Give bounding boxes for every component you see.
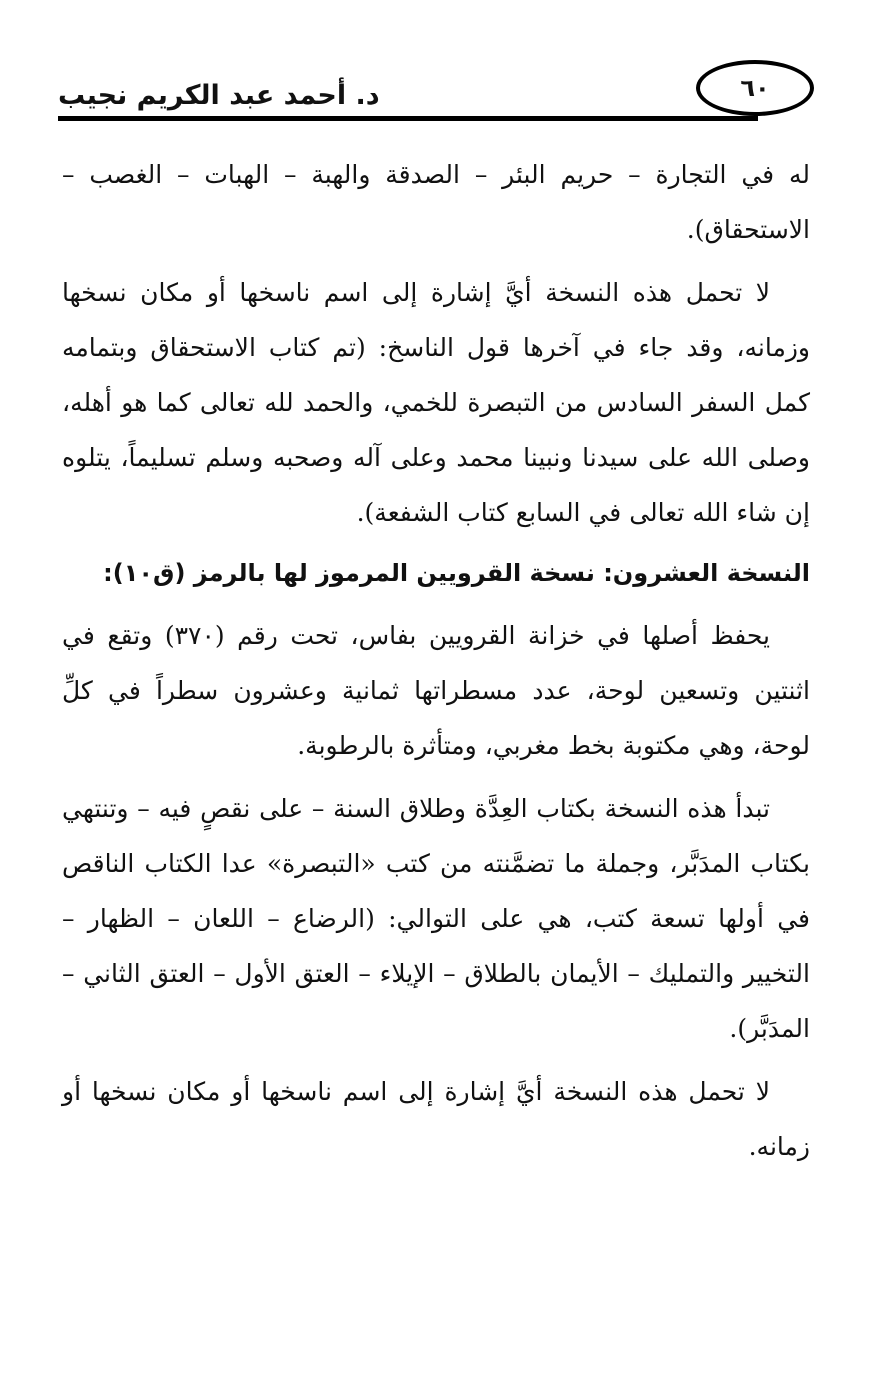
paragraph-continuation: له في التجارة – حريم البئر – الصدقة والهبة – الهبات – الغصب – الاستحقاق). — [62, 160, 810, 244]
page-number: ٦٠ — [740, 74, 770, 102]
page-body — [62, 147, 810, 1182]
page-number-oval — [696, 60, 814, 116]
paragraph-manuscript-location: يحفظ أصلها في خزانة القرويين بفاس، تحت رقم (٣٧٠) وتقع في اثنتين وتسعين لوحة، عدد مسطراتها ثمانية وعشرون سطراً في كلِّ لوحة، وهي مكتوبة بخط مغربي، ومتأثرة بالرطوبة. — [62, 621, 810, 760]
paragraph-no-copyist: لا تحمل هذه النسخة أيَّ إشارة إلى اسم ناسخها أو مكان نسخها أو زمانه. — [62, 1077, 810, 1161]
page-header — [58, 40, 820, 130]
section-heading: النسخة العشرون: نسخة القرويين المرموز لها بالرمز (ق١٠): — [103, 559, 810, 587]
header-rule — [58, 116, 758, 121]
paragraph-copyist-note: لا تحمل هذه النسخة أيَّ إشارة إلى اسم ناسخها أو مكان نسخها وزمانه، وقد جاء في آخرها قول الناسخ: (تم كتاب الاستحقاق وبتمامه كمل السفر السادس من التبصرة للخمي، والحمد لله تعالى كما هو أهله، وصلى الله على سيدنا ونبينا محمد وعلى آله وصحبه وسلم تسليماً، يتلوه إن شاء الله تعالى في السابع كتاب الشفعة). — [62, 278, 810, 527]
author-name: د. أحمد عبد الكريم نجيب — [58, 80, 380, 111]
paragraph-manuscript-contents: تبدأ هذه النسخة بكتاب العِدَّة وطلاق السنة – على نقصٍ فيه – وتنتهي بكتاب المدَبَّر، وجملة ما تضمَّنته من كتب «التبصرة» عدا الكتاب الناقص في أولها تسعة كتب، هي على التوالي: (الرضاع – اللعان – الظهار – التخيير والتمليك – الأيمان بالطلاق – الإيلاء – العتق الأول – العتق الثاني – المدَبَّر). — [62, 794, 811, 1043]
